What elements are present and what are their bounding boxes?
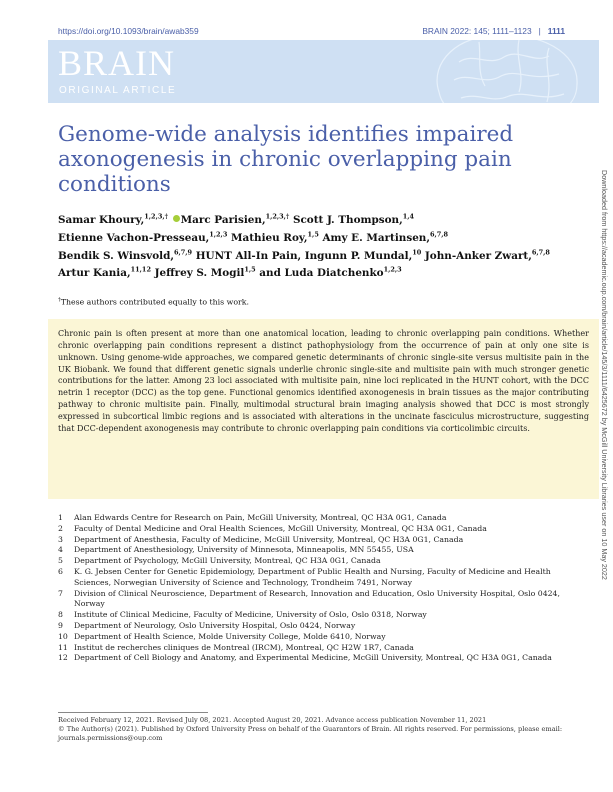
affiliation-list — [58, 513, 573, 664]
author[interactable]: Samar Khoury,$^{1,2,3,\dagger}$ — [58, 213, 169, 227]
affiliation-item: 7 Division of Clinical Neuroscience, Department of Research, Innovation and Education, Oslo University Hospital, Oslo 0424, Norway — [58, 588, 560, 609]
article-type: ORIGINAL ARTICLE — [59, 85, 177, 96]
affiliation-item: 6 K. G. Jebsen Center for Genetic Epidemiology, Department of Public Health and Nursing, Faculty of Medicine and Health Sciences, Norwegian University of Science and Technology, Trondheim 7491, Norway — [58, 566, 551, 587]
author[interactable]: Etienne Vachon-Presseau,$^{1,2,3}$ — [58, 230, 228, 245]
journal-citation: BRAIN 2022: 145; 1111–1123 — [422, 26, 532, 36]
author[interactable]: HUNT All-In Pain, Ingunn P. Mundal,$^{10}$ — [195, 248, 422, 262]
author[interactable]: Scott J. Thompson,$^{1,4}$ — [292, 213, 415, 227]
header-separator: | — [533, 26, 546, 36]
author[interactable]: John-Anker Zwart,$^{6,7,8}$ — [424, 248, 550, 262]
article-footer — [58, 716, 578, 744]
author[interactable]: Marc Parisien,$^{1,2,3,\dagger}$ — [180, 213, 290, 227]
download-notice — [599, 170, 611, 730]
doi-link[interactable]: https://doi.org/10.1093/brain/awab359 — [58, 26, 199, 36]
copyright-notice: © The Author(s) (2021). Published by Oxford University Press on behalf of the Guarantors of Brain. All rights reserved. For permissions, please email: journals.permissions@oup.com — [58, 725, 563, 743]
download-notice-text: Downloaded from https://academic.oup.com/brain/article/145/3/1111/6425672 by McGill University Libraries user on 10 May 2022 — [600, 170, 609, 580]
journal-banner — [48, 40, 599, 103]
affiliation-item: 3 Department of Anesthesia, Faculty of Medicine, McGill University, Montreal, QC H3A 0G1, Canada — [58, 534, 464, 544]
author[interactable]: Jeffrey S. Mogil$^{1,5}$ — [154, 266, 256, 280]
author[interactable]: Bendik S. Winsvold,$^{6,7,9}$ — [58, 248, 193, 262]
affiliation-item: 8 Institute of Clinical Medicine, Faculty of Medicine, University of Oslo, Oslo 0318, Norway — [58, 610, 427, 620]
author-list — [58, 210, 578, 281]
affiliation-item: 11 Institut de recherches cliniques de Montreal (IRCM), Montreal, QC H2W 1R7, Canada — [58, 642, 414, 652]
affiliation-item: 5 Department of Psychology, McGill University, Montreal, QC H3A 0G1, Canada — [58, 556, 381, 566]
citation-info — [422, 26, 565, 36]
affiliation-item: 9 Department of Neurology, Oslo University Hospital, Oslo 0424, Norway — [58, 620, 356, 630]
author[interactable]: and Luda Diatchenko$^{1,2,3}$ — [259, 266, 402, 280]
equal-contribution-note: †These authors contributed equally to this work. — [58, 297, 249, 307]
author[interactable]: Mathieu Roy,$^{1,5}$ — [230, 230, 319, 245]
brain-illustration — [419, 40, 589, 103]
abstract: Chronic pain is often present at more than one anatomical location, leading to chronic overlapping pain conditions. Whether chronic overlapping pain conditions represent a distinct pathophysiology from the occurrence of pain at only one site is unknown. Using genome-wide approaches, we compared genetic determinants of chronic single-site versus multisite pain in the UK Biobank. We found that different genetic signals underlie chronic single-site and multisite pain with much stronger genetic contributions for the latter. Among 23 loci associated with multisite pain, nine loci replicated in the HUNT cohort, with the DCC netrin 1 receptor (DCC) as the top gene. Functional genomics identified axonogenesis in brain tissues as the major contributing pathway to chronic multisite pain. Finally, multimodal structural brain imaging analysis showed that DCC is most strongly expressed in subcortical limbic regions and is associated with alterations in the uncinate fasciculus microstructure, suggesting that DCC-dependent axonogenesis may contribute to chronic overlapping pain conditions via corticolimbic circuits. — [48, 319, 599, 499]
affiliation-item: 2 Faculty of Dental Medicine and Oral Health Sciences, McGill University, Montreal, QC H3A 0G1, Canada — [58, 523, 487, 533]
journal-logo: BRAIN — [58, 43, 176, 83]
affiliation-item: 10 Department of Health Science, Molde University College, Molde 6410, Norway — [58, 631, 386, 641]
article-title: Genome-wide analysis identifies impaired axonogenesis in chronic overlapping pain conditions — [58, 122, 514, 197]
author[interactable]: Artur Kania,$^{11,12}$ — [58, 266, 151, 280]
orcid-icon[interactable] — [173, 215, 180, 222]
affiliation-item: 12 Department of Cell Biology and Anatomy, and Experimental Medicine, McGill University, Montreal, QC H3A 0G1, Canada — [58, 653, 552, 663]
affiliation-item: 4 Department of Anesthesiology, University of Minnesota, Minneapolis, MN 55455, USA — [58, 545, 414, 555]
running-header — [58, 26, 565, 36]
page-number: 1111 — [547, 26, 565, 36]
publication-dates: Received February 12, 2021. Revised July 08, 2021. Accepted August 20, 2021. Advance access publication November 11, 2021 — [58, 716, 487, 724]
footer-divider — [58, 712, 208, 713]
author[interactable]: Amy E. Martinsen,$^{6,7,8}$ — [322, 230, 449, 245]
affiliation-item: 1 Alan Edwards Centre for Research on Pain, McGill University, Montreal, QC H3A 0G1, Canada — [58, 513, 447, 522]
